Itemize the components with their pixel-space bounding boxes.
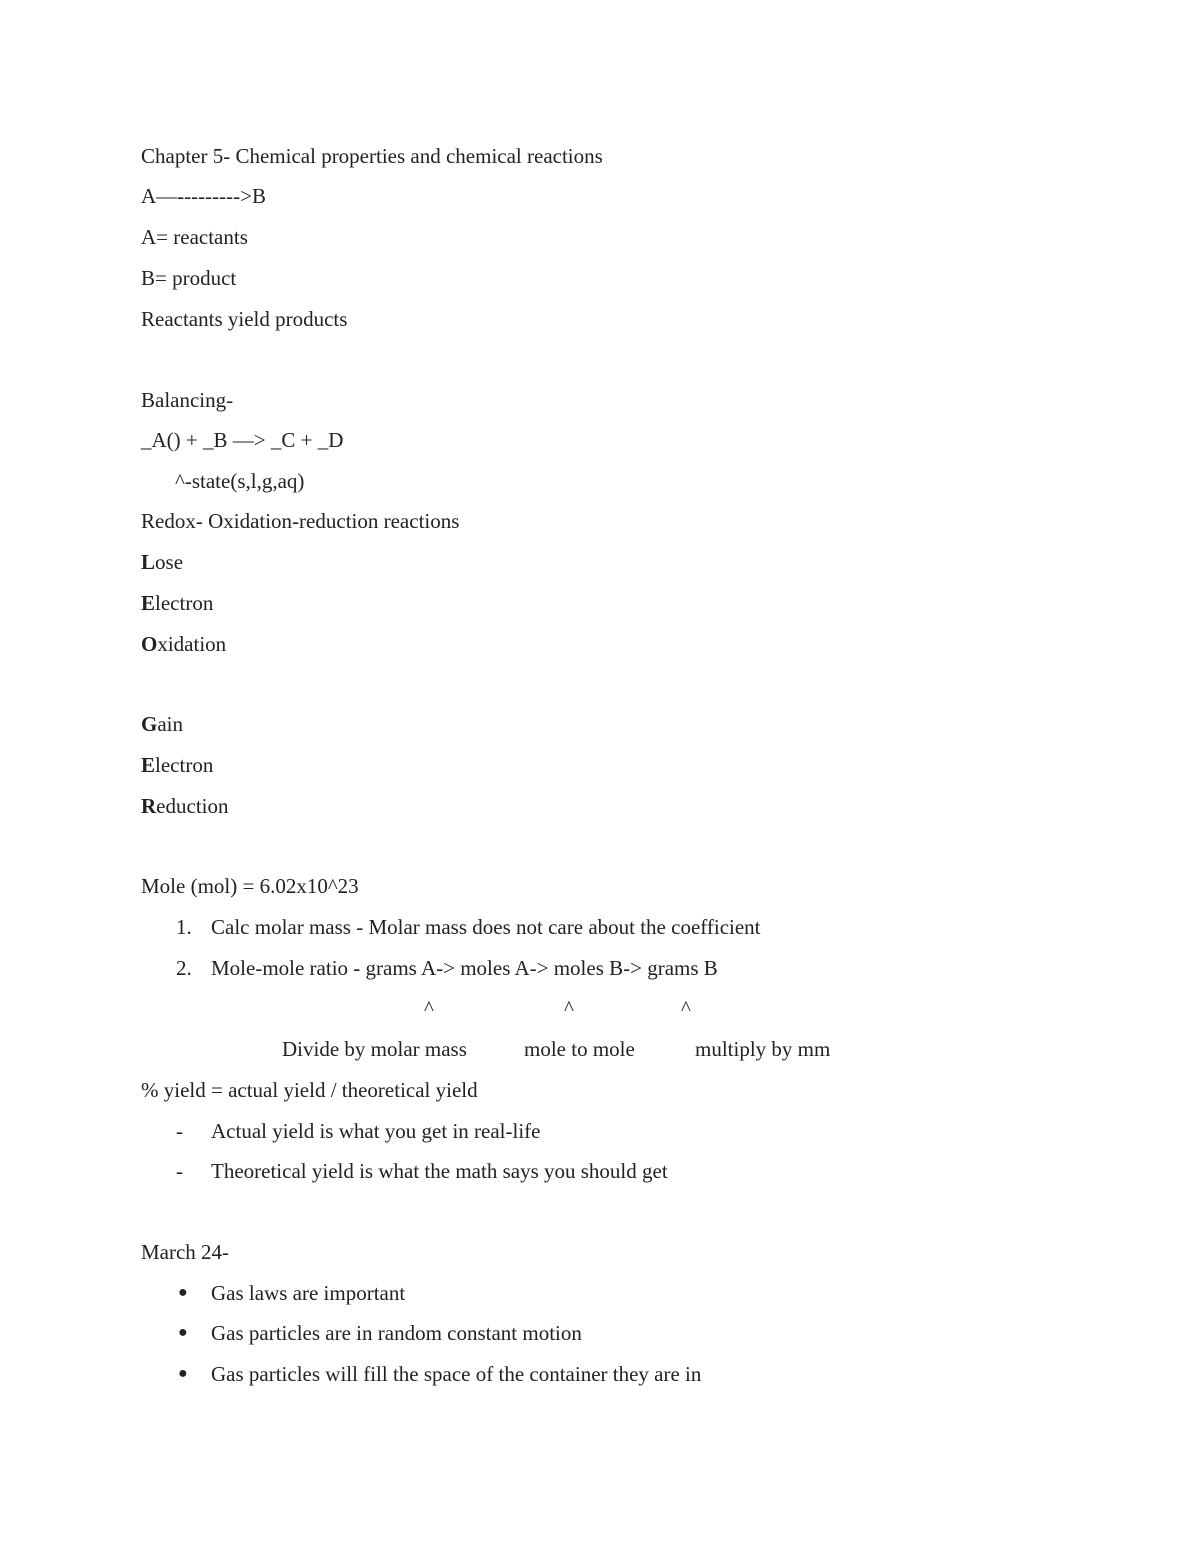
list-item: Theoretical yield is what the math says you should get [211, 1159, 668, 1183]
product-definition: B= product [141, 266, 237, 290]
dash-marker: - [176, 1119, 183, 1143]
list-item: Gas particles will fill the space of the container they are in [211, 1362, 702, 1386]
reactants-definition: A= reactants [141, 225, 248, 249]
balancing-equation: _A() + _B —> _C + _D [141, 428, 344, 452]
mnemonic-initial: G [141, 712, 158, 736]
conversion-label: Divide by molar mass [282, 1037, 467, 1061]
list-item: Gas particles are in random constant motion [211, 1321, 582, 1345]
bullet-icon: ● [178, 1365, 188, 1382]
balancing-heading: Balancing- [141, 388, 234, 412]
ger-line-electron [141, 751, 213, 779]
mnemonic-initial: L [141, 550, 156, 574]
yield-statement: Reactants yield products [141, 307, 348, 331]
ger-line-reduction [141, 792, 228, 820]
list-item: Actual yield is what you get in real-life [211, 1119, 541, 1143]
list-marker: 1. [176, 915, 192, 939]
bullet-icon: ● [178, 1284, 188, 1301]
state-note: ^-state(s,l,g,aq) [175, 469, 305, 493]
mnemonic-rest: xidation [157, 632, 227, 656]
mnemonic-initial: R [141, 794, 157, 818]
conversion-label: mole to mole [524, 1037, 635, 1061]
dash-marker: - [176, 1159, 183, 1183]
conversion-label: multiply by mm [695, 1037, 831, 1061]
redox-heading: Redox- Oxidation-reduction reactions [141, 509, 460, 533]
reaction-arrow-line: A—--------->B [141, 184, 266, 208]
mnemonic-initial: E [141, 753, 156, 777]
mnemonic-rest: lectron [155, 753, 214, 777]
bullet-icon: ● [178, 1324, 188, 1341]
list-item: Mole-mole ratio - grams A-> moles A-> moles B-> grams B [211, 956, 718, 980]
mnemonic-initial: O [141, 632, 158, 656]
leo-line-oxidation [141, 630, 226, 658]
caret-marker: ^ [564, 996, 574, 1020]
mole-heading: Mole (mol) = 6.02x10^23 [141, 874, 359, 898]
march-heading: March 24- [141, 1240, 230, 1264]
leo-line-electron [141, 589, 213, 617]
mnemonic-rest: lectron [155, 591, 214, 615]
percent-yield-heading: % yield = actual yield / theoretical yield [141, 1078, 478, 1102]
mnemonic-rest: ose [155, 550, 184, 574]
mnemonic-rest: ain [157, 712, 183, 736]
mnemonic-rest: eduction [156, 794, 229, 818]
mnemonic-initial: E [141, 591, 156, 615]
caret-marker: ^ [681, 996, 691, 1020]
caret-marker: ^ [424, 996, 434, 1020]
ger-line-gain [141, 710, 183, 738]
chapter-title: Chapter 5- Chemical properties and chemical reactions [141, 144, 603, 168]
list-item: Gas laws are important [211, 1281, 406, 1305]
list-marker: 2. [176, 956, 192, 980]
leo-line-lose [141, 548, 183, 576]
list-item: Calc molar mass - Molar mass does not care about the coefficient [211, 915, 761, 939]
